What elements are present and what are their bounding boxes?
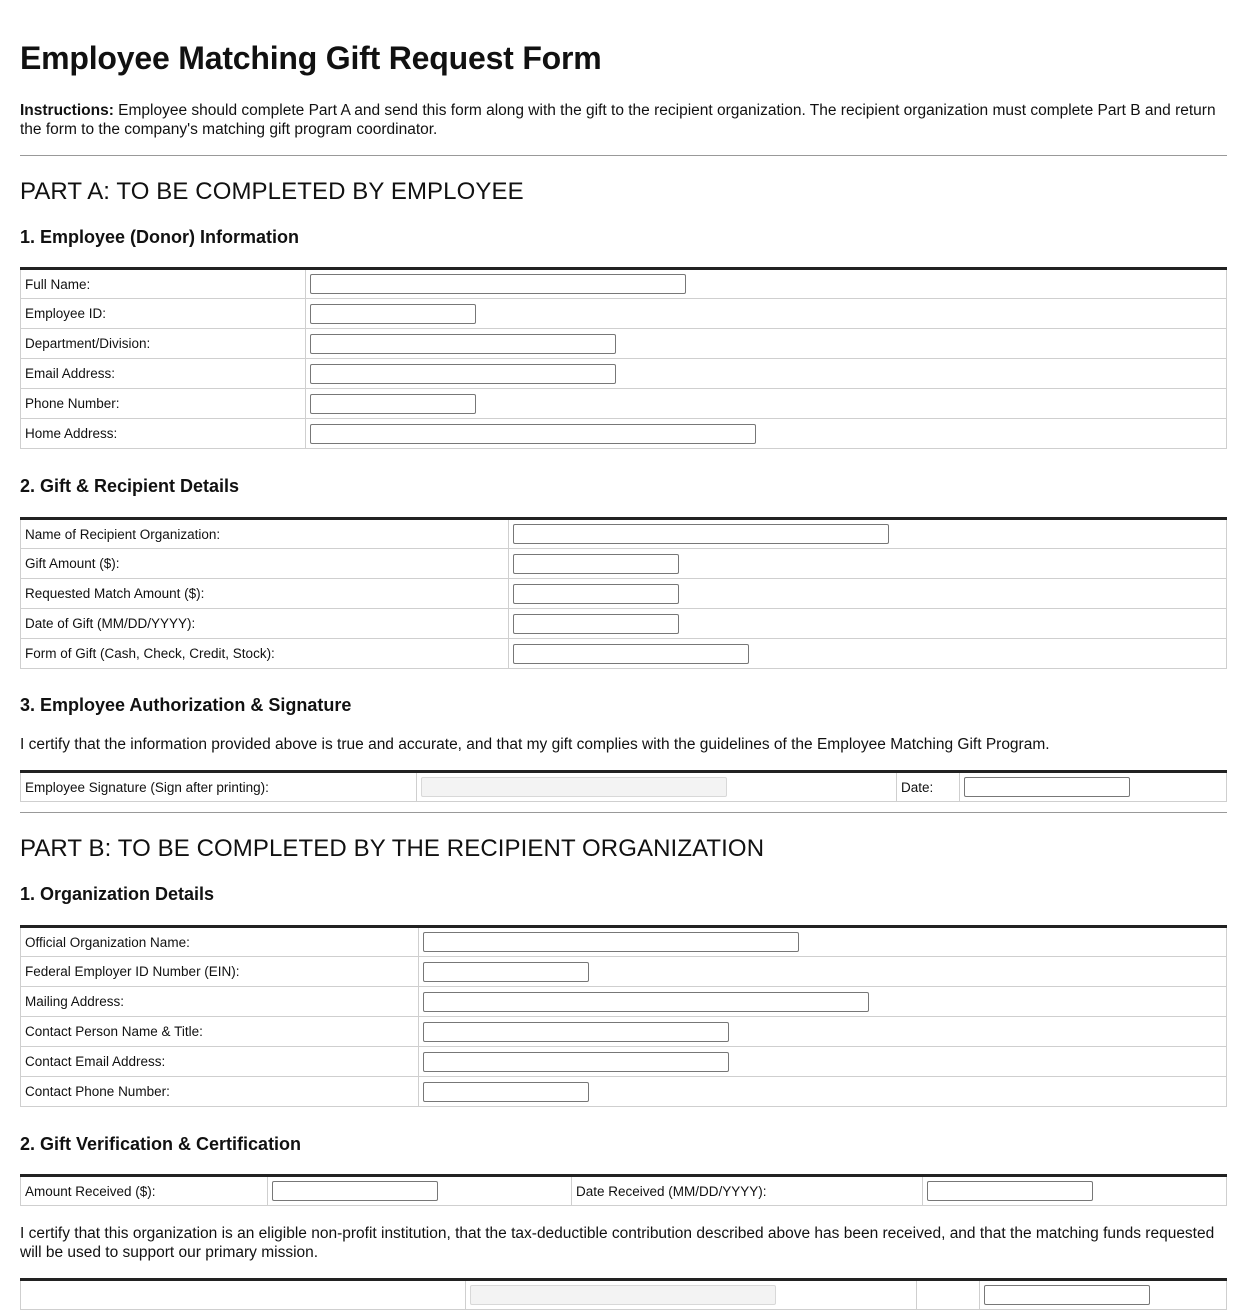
table-row [21,609,1227,639]
org-name-input[interactable] [423,932,799,952]
recipient-org-label: Name of Recipient Organization: [21,519,509,549]
part-a-title: PART A: TO BE COMPLETED BY EMPLOYEE [20,178,524,205]
verification-table [20,1174,1227,1206]
contact-person-label: Contact Person Name & Title: [21,1017,419,1047]
mailing-address-input[interactable] [423,992,869,1012]
employee-info-title: 1. Employee (Donor) Information [20,227,300,247]
home-address-label: Home Address: [21,419,306,449]
contact-email-input[interactable] [423,1052,729,1072]
gift-date-input[interactable] [513,614,679,634]
page-title: Employee Matching Gift Request Form [20,40,602,76]
part-b-title: PART B: TO BE COMPLETED BY THE RECIPIENT ORGANIZATION [20,835,765,862]
table-row [21,579,1227,609]
amount-received-input[interactable] [272,1181,438,1201]
gift-details-table [20,517,1227,669]
gift-form-input[interactable] [513,644,749,664]
contact-phone-input[interactable] [423,1082,589,1102]
ein-label: Federal Employer ID Number (EIN): [21,957,419,987]
organization-signature-table [20,1278,1227,1310]
table-row [21,329,1227,359]
organization-details-table [20,925,1227,1107]
match-amount-label: Requested Match Amount ($): [21,579,509,609]
table-row [21,359,1227,389]
table-row [21,389,1227,419]
gift-form-label: Form of Gift (Cash, Check, Credit, Stock): [21,639,509,669]
table-row [21,1047,1227,1077]
signature-table [20,770,1227,802]
signature-label: Employee Signature (Sign after printing): [21,772,417,802]
contact-email-label: Contact Email Address: [21,1047,419,1077]
employee-id-label: Employee ID: [21,299,306,329]
instructions-text: Employee should complete Part A and send this form along with the gift to the recipient organization. The recipient organization must complete Part B and return the form to the company's matching gift program coordinator. [20,102,1216,138]
instructions [20,101,1227,139]
amount-received-label: Amount Received ($): [21,1176,268,1206]
phone-label: Phone Number: [21,389,306,419]
full-name-input[interactable] [310,274,686,294]
table-row [21,519,1227,549]
org-signature-date-input[interactable] [984,1285,1150,1305]
gift-amount-label: Gift Amount ($): [21,549,509,579]
date-label: Date: [897,772,960,802]
table-row [21,299,1227,329]
table-row [21,419,1227,449]
gift-details-title: 2. Gift & Recipient Details [20,476,240,496]
date-received-input[interactable] [927,1181,1093,1201]
signature-field [421,777,727,797]
divider [20,155,1227,156]
table-row [21,957,1227,987]
organization-details-title: 1. Organization Details [20,884,215,904]
department-label: Department/Division: [21,329,306,359]
org-signature-field [470,1285,776,1305]
match-amount-input[interactable] [513,584,679,604]
table-row [21,772,1227,802]
employee-info-table [20,267,1227,449]
table-row [21,927,1227,957]
recipient-org-input[interactable] [513,524,889,544]
gift-date-label: Date of Gift (MM/DD/YYYY): [21,609,509,639]
email-label: Email Address: [21,359,306,389]
verification-title: 2. Gift Verification & Certification [20,1134,302,1154]
table-row [21,1077,1227,1107]
employee-certification-text: I certify that the information provided above is true and accurate, and that my gift complies with the guidelines of the Employee Matching Gift Program. [20,736,1050,753]
contact-person-input[interactable] [423,1022,729,1042]
full-name-label: Full Name: [21,269,306,299]
table-row [21,1176,1227,1206]
org-signature-label-cell [21,1280,466,1310]
table-row [21,269,1227,299]
gift-amount-input[interactable] [513,554,679,574]
signature-date-input[interactable] [964,777,1130,797]
table-row [21,987,1227,1017]
organization-certification-text: I certify that this organization is an eligible non-profit institution, that the tax-deductible contribution described above has been received, and that the matching funds requested will be used to support our primary mission. [20,1225,1215,1261]
instructions-label: Instructions: [20,102,114,119]
home-address-input[interactable] [310,424,756,444]
org-name-label: Official Organization Name: [21,927,419,957]
ein-input[interactable] [423,962,589,982]
contact-phone-label: Contact Phone Number: [21,1077,419,1107]
mailing-address-label: Mailing Address: [21,987,419,1017]
authorization-title: 3. Employee Authorization & Signature [20,695,352,715]
org-date-label-cell [917,1280,980,1310]
table-row [21,1017,1227,1047]
employee-id-input[interactable] [310,304,476,324]
department-input[interactable] [310,334,616,354]
phone-input[interactable] [310,394,476,414]
date-received-label: Date Received (MM/DD/YYYY): [572,1176,923,1206]
table-row [21,549,1227,579]
table-row [21,639,1227,669]
divider [20,812,1227,813]
email-input[interactable] [310,364,616,384]
table-row [21,1280,1227,1310]
